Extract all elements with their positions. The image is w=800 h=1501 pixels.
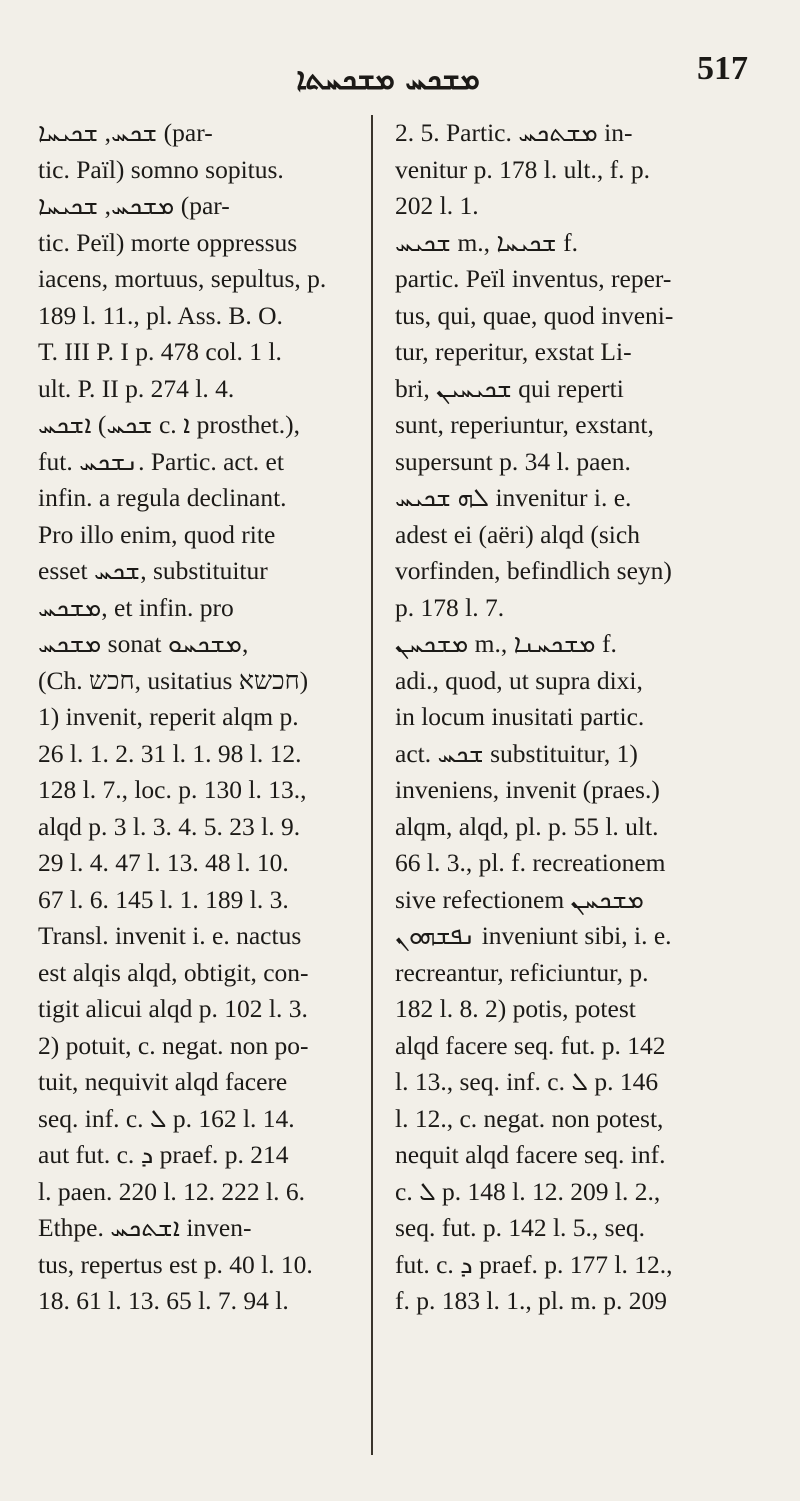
text-line: adest ei (aëri) alqd (sich — [395, 519, 640, 549]
text-line: bri, ܫܟܝܚܝܢ qui reperti — [395, 373, 624, 403]
text-line: 67 l. 6. 145 l. 1. 189 l. 3. — [38, 884, 289, 914]
text-line: sunt, reperiuntur, exstant, — [395, 410, 654, 439]
text-line: 182 l. 8. 2) potis, potest — [395, 994, 636, 1023]
text-line: Ethpe. ܐܫܬܟܚ inven- — [38, 1213, 252, 1242]
text-line: 128 l. 7., loc. p. 130 l. 13., — [38, 775, 307, 804]
text-line: (Ch. חכש, usitatius חכשא) — [38, 665, 309, 695]
text-line: inveniens, invenit (praes.) — [395, 775, 660, 804]
right-column — [395, 115, 755, 1320]
text-line: seq. inf. c. ܠ p. 162 l. 14. — [38, 1103, 295, 1133]
text-line: ܐܫܟܚ (ܫܟܚ c. ܐ prosthet.), — [38, 410, 300, 439]
text-line: ܫܟܝܚ m., ܫܟܝܚܐ f. — [395, 227, 578, 257]
text-line: tus, repertus est p. 40 l. 10. — [38, 1249, 313, 1279]
column-divider — [371, 115, 373, 1455]
text-line: tus, qui, quae, quod inveni- — [395, 300, 674, 330]
text-line: l. 12., c. negat. non potest, — [395, 1103, 664, 1133]
text-line: ܡܫܟܚܢ m., ܡܫܟܚܢܐ f. — [395, 629, 617, 658]
text-line: iacens, mortuus, sepultus, p. — [38, 264, 327, 293]
text-line: tigit alicui alqd p. 102 l. 3. — [38, 994, 308, 1023]
text-line: recreantur, reficiuntur, p. — [395, 957, 649, 987]
text-line: 202 l. 1. — [395, 191, 479, 220]
text-line: act. ܫܟܚ substituitur, 1) — [395, 738, 638, 768]
text-line: seq. fut. p. 142 l. 5., seq. — [395, 1213, 646, 1242]
page-header — [0, 0, 800, 110]
text-line: tuit, nequivit alqd facere — [38, 1067, 288, 1096]
text-line: 1) invenit, reperit alqm p. — [38, 702, 299, 731]
text-line: sive refectionem ܡܫܟܚܢ — [395, 884, 644, 914]
text-line: tur, reperitur, exstat Li- — [395, 337, 632, 366]
text-line: p. 178 l. 7. — [395, 592, 505, 622]
page-number: 517 — [697, 50, 748, 87]
text-line: 2. 5. Partic. ܡܫܬܟܚ in- — [395, 118, 633, 147]
text-line: nequit alqd facere seq. inf. — [395, 1140, 666, 1169]
text-line: ܢܦܫܗܘܢ inveniunt sibi, i. e. — [395, 921, 672, 950]
text-line: 2) potuit, c. negat. non po- — [38, 1030, 309, 1060]
text-line: l. paen. 220 l. 12. 222 l. 6. — [38, 1176, 306, 1206]
text-line: partic. Peïl inventus, reper- — [395, 264, 672, 293]
text-line: aut fut. c. ܕ praef. p. 214 — [38, 1140, 289, 1169]
text-line: ult. P. II p. 274 l. 4. — [38, 373, 235, 403]
text-line: adi., quod, ut supra dixi, — [395, 665, 643, 695]
text-line: ܡܫܟܚ, ܫܟܝܚܐ (par- — [38, 191, 230, 220]
text-line: 26 l. 1. 2. 31 l. 1. 98 l. 12. — [38, 738, 302, 768]
text-line: alqm, alqd, pl. p. 55 l. ult. — [395, 811, 659, 841]
text-line: alqd facere seq. fut. p. 142 — [395, 1030, 666, 1060]
text-line: c. ܠ p. 148 l. 12. 209 l. 2., — [395, 1176, 661, 1206]
text-line: ܡܫܟܚ, et infin. pro — [38, 592, 234, 622]
text-line: 29 l. 4. 47 l. 13. 48 l. 10. — [38, 848, 289, 877]
text-line: tic. Païl) somno sopitus. — [38, 154, 284, 184]
text-line: l. 13., seq. inf. c. ܠ p. 146 — [395, 1067, 659, 1096]
text-line: in locum inusitati partic. — [395, 702, 645, 731]
text-line: alqd p. 3 l. 3. 4. 5. 23 l. 9. — [38, 811, 301, 841]
text-line: fut. ܢܫܟܚ. Partic. act. et — [38, 446, 284, 476]
text-line: 18. 61 l. 13. 65 l. 7. 94 l. — [38, 1286, 289, 1315]
text-line: ܠܗ ܫܟܝܚ invenitur i. e. — [395, 483, 632, 512]
text-line: est alqis alqd, obtigit, con- — [38, 957, 309, 987]
text-line: 189 l. 11., pl. Ass. B. O. — [38, 300, 283, 330]
text-line: ܫܟܚ, ܫܟܝܚܐ (par- — [38, 118, 213, 147]
text-line: esset ܫܟܚ, substituitur — [38, 556, 268, 585]
text-line: vorfinden, befindlich seyn) — [395, 556, 672, 585]
text-line: tic. Peïl) morte oppressus — [38, 227, 298, 257]
running-head: ܡܫܟܚ ܡܫܟܚܬܐ — [296, 62, 480, 97]
text-line: 66 l. 3., pl. f. recreationem — [395, 848, 666, 877]
left-column — [38, 115, 363, 1320]
text-line: ܡܫܟܚ sonat ܡܫܟܚܘ, — [38, 629, 249, 658]
text-line: infin. a regula declinant. — [38, 483, 287, 512]
text-line: Transl. invenit i. e. nactus — [38, 921, 302, 950]
text-line: Pro illo enim, quod rite — [38, 519, 276, 549]
text-line: f. p. 183 l. 1., pl. m. p. 209 — [395, 1286, 667, 1315]
text-line: supersunt p. 34 l. paen. — [395, 446, 631, 476]
text-line: fut. c. ܕ praef. p. 177 l. 12., — [395, 1249, 673, 1279]
text-line: venitur p. 178 l. ult., f. p. — [395, 154, 650, 184]
text-line: T. III P. I p. 478 col. 1 l. — [38, 337, 282, 366]
